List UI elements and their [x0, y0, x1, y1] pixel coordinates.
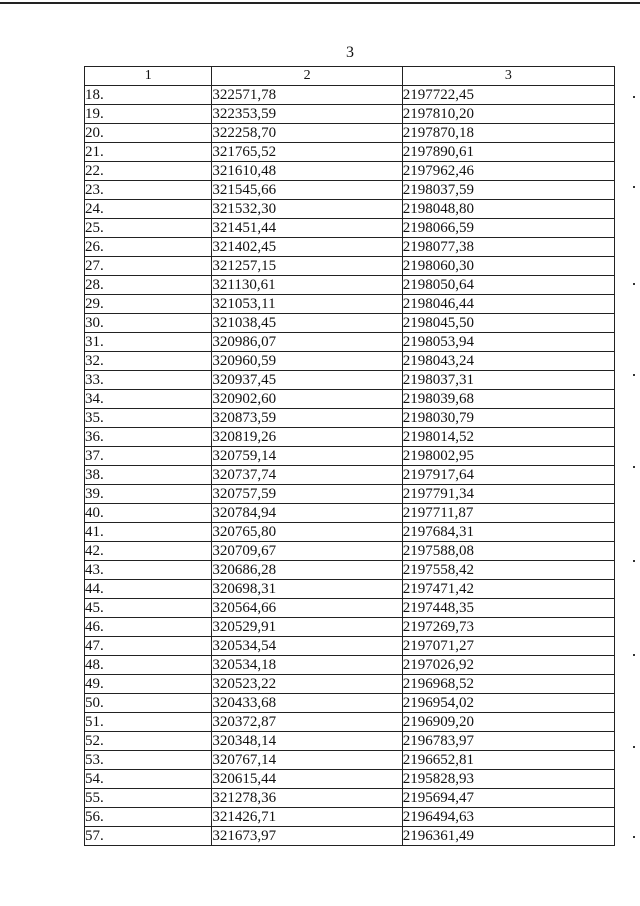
x-coordinate-cell: 321451,44 — [212, 219, 402, 238]
table-row — [85, 257, 615, 276]
point-number-cell: 54. — [85, 770, 212, 789]
point-number-cell: 29. — [85, 295, 212, 314]
point-number-cell: 44. — [85, 580, 212, 599]
table-row — [85, 808, 615, 827]
point-number-cell: 25. — [85, 219, 212, 238]
table-row — [85, 276, 615, 295]
scan-artifact-dot — [633, 560, 635, 562]
y-coordinate-cell: 2195828,93 — [402, 770, 614, 789]
y-coordinate-cell: 2196954,02 — [402, 694, 614, 713]
x-coordinate-cell: 321426,71 — [212, 808, 402, 827]
point-number-cell: 41. — [85, 523, 212, 542]
y-coordinate-cell: 2198014,52 — [402, 428, 614, 447]
scan-artifact-dot — [633, 374, 635, 376]
x-coordinate-cell: 321402,45 — [212, 238, 402, 257]
y-coordinate-cell: 2197448,35 — [402, 599, 614, 618]
table-row — [85, 143, 615, 162]
y-coordinate-cell: 2198053,94 — [402, 333, 614, 352]
coordinates-table — [84, 66, 615, 846]
table-row — [85, 713, 615, 732]
y-coordinate-cell: 2196909,20 — [402, 713, 614, 732]
table-row — [85, 238, 615, 257]
point-number-cell: 43. — [85, 561, 212, 580]
table-row — [85, 295, 615, 314]
table-row — [85, 314, 615, 333]
x-coordinate-cell: 320534,18 — [212, 656, 402, 675]
point-number-cell: 39. — [85, 485, 212, 504]
top-border-line — [0, 2, 640, 4]
x-coordinate-cell: 320873,59 — [212, 409, 402, 428]
table-row — [85, 124, 615, 143]
table-row — [85, 618, 615, 637]
x-coordinate-cell: 320737,74 — [212, 466, 402, 485]
x-coordinate-cell: 321038,45 — [212, 314, 402, 333]
table-header — [85, 67, 615, 86]
x-coordinate-cell: 320902,60 — [212, 390, 402, 409]
point-number-cell: 36. — [85, 428, 212, 447]
point-number-cell: 20. — [85, 124, 212, 143]
x-coordinate-cell: 322258,70 — [212, 124, 402, 143]
point-number-cell: 22. — [85, 162, 212, 181]
y-coordinate-cell: 2198045,50 — [402, 314, 614, 333]
x-coordinate-cell: 320960,59 — [212, 352, 402, 371]
x-coordinate-cell: 321532,30 — [212, 200, 402, 219]
x-coordinate-cell: 322353,59 — [212, 105, 402, 124]
y-coordinate-cell: 2198066,59 — [402, 219, 614, 238]
point-number-cell: 38. — [85, 466, 212, 485]
point-number-cell: 52. — [85, 732, 212, 751]
y-coordinate-cell: 2197684,31 — [402, 523, 614, 542]
point-number-cell: 50. — [85, 694, 212, 713]
point-number-cell: 47. — [85, 637, 212, 656]
y-coordinate-cell: 2197917,64 — [402, 466, 614, 485]
y-coordinate-cell: 2197870,18 — [402, 124, 614, 143]
x-coordinate-cell: 321673,97 — [212, 827, 402, 846]
y-coordinate-cell: 2196968,52 — [402, 675, 614, 694]
header-row — [85, 67, 615, 86]
table-row — [85, 409, 615, 428]
x-coordinate-cell: 321278,36 — [212, 789, 402, 808]
point-number-cell: 42. — [85, 542, 212, 561]
column-header-3: 3 — [402, 67, 614, 86]
table-row — [85, 637, 615, 656]
table-row — [85, 523, 615, 542]
point-number-cell: 53. — [85, 751, 212, 770]
column-header-1: 1 — [85, 67, 212, 86]
x-coordinate-cell: 321610,48 — [212, 162, 402, 181]
table-row — [85, 561, 615, 580]
point-number-cell: 26. — [85, 238, 212, 257]
x-coordinate-cell: 321765,52 — [212, 143, 402, 162]
x-coordinate-cell: 320698,31 — [212, 580, 402, 599]
point-number-cell: 51. — [85, 713, 212, 732]
point-number-cell: 57. — [85, 827, 212, 846]
point-number-cell: 31. — [85, 333, 212, 352]
table-row — [85, 770, 615, 789]
point-number-cell: 49. — [85, 675, 212, 694]
y-coordinate-cell: 2197269,73 — [402, 618, 614, 637]
x-coordinate-cell: 320529,91 — [212, 618, 402, 637]
y-coordinate-cell: 2198046,44 — [402, 295, 614, 314]
point-number-cell: 45. — [85, 599, 212, 618]
y-coordinate-cell: 2198039,68 — [402, 390, 614, 409]
x-coordinate-cell: 320819,26 — [212, 428, 402, 447]
y-coordinate-cell: 2197471,42 — [402, 580, 614, 599]
table-row — [85, 390, 615, 409]
scan-artifact-dot — [633, 186, 635, 188]
y-coordinate-cell: 2198077,38 — [402, 238, 614, 257]
table-row — [85, 656, 615, 675]
point-number-cell: 34. — [85, 390, 212, 409]
x-coordinate-cell: 320615,44 — [212, 770, 402, 789]
y-coordinate-cell: 2197588,08 — [402, 542, 614, 561]
point-number-cell: 55. — [85, 789, 212, 808]
point-number-cell: 48. — [85, 656, 212, 675]
y-coordinate-cell: 2197071,27 — [402, 637, 614, 656]
y-coordinate-cell: 2198043,24 — [402, 352, 614, 371]
y-coordinate-cell: 2196361,49 — [402, 827, 614, 846]
point-number-cell: 18. — [85, 86, 212, 105]
table-row — [85, 675, 615, 694]
y-coordinate-cell: 2198050,64 — [402, 276, 614, 295]
x-coordinate-cell: 321053,11 — [212, 295, 402, 314]
table-row — [85, 599, 615, 618]
y-coordinate-cell: 2195694,47 — [402, 789, 614, 808]
scan-artifact-dot — [633, 746, 635, 748]
table-row — [85, 352, 615, 371]
point-number-cell: 28. — [85, 276, 212, 295]
point-number-cell: 40. — [85, 504, 212, 523]
y-coordinate-cell: 2197791,34 — [402, 485, 614, 504]
y-coordinate-cell: 2197810,20 — [402, 105, 614, 124]
x-coordinate-cell: 320937,45 — [212, 371, 402, 390]
point-number-cell: 21. — [85, 143, 212, 162]
table-row — [85, 162, 615, 181]
point-number-cell: 33. — [85, 371, 212, 390]
point-number-cell: 24. — [85, 200, 212, 219]
page-number: 3 — [346, 44, 354, 61]
point-number-cell: 46. — [85, 618, 212, 637]
y-coordinate-cell: 2197890,61 — [402, 143, 614, 162]
table-row — [85, 827, 615, 846]
table-row — [85, 485, 615, 504]
x-coordinate-cell: 321130,61 — [212, 276, 402, 295]
x-coordinate-cell: 320372,87 — [212, 713, 402, 732]
x-coordinate-cell: 320759,14 — [212, 447, 402, 466]
y-coordinate-cell: 2196783,97 — [402, 732, 614, 751]
scan-artifact-dot — [633, 96, 635, 98]
table-row — [85, 542, 615, 561]
y-coordinate-cell: 2198048,80 — [402, 200, 614, 219]
y-coordinate-cell: 2197558,42 — [402, 561, 614, 580]
point-number-cell: 35. — [85, 409, 212, 428]
y-coordinate-cell: 2198030,79 — [402, 409, 614, 428]
table-row — [85, 371, 615, 390]
y-coordinate-cell: 2196652,81 — [402, 751, 614, 770]
x-coordinate-cell: 320784,94 — [212, 504, 402, 523]
point-number-cell: 27. — [85, 257, 212, 276]
point-number-cell: 32. — [85, 352, 212, 371]
x-coordinate-cell: 322571,78 — [212, 86, 402, 105]
table-row — [85, 200, 615, 219]
y-coordinate-cell: 2198037,31 — [402, 371, 614, 390]
x-coordinate-cell: 320564,66 — [212, 599, 402, 618]
x-coordinate-cell: 321545,66 — [212, 181, 402, 200]
table-row — [85, 504, 615, 523]
point-number-cell: 56. — [85, 808, 212, 827]
table-row — [85, 428, 615, 447]
table-row — [85, 219, 615, 238]
y-coordinate-cell: 2196494,63 — [402, 808, 614, 827]
x-coordinate-cell: 320765,80 — [212, 523, 402, 542]
table-row — [85, 732, 615, 751]
x-coordinate-cell: 320709,67 — [212, 542, 402, 561]
y-coordinate-cell: 2197722,45 — [402, 86, 614, 105]
scan-artifact-dot — [633, 283, 635, 285]
table-row — [85, 580, 615, 599]
y-coordinate-cell: 2197962,46 — [402, 162, 614, 181]
table-row — [85, 789, 615, 808]
table-row — [85, 466, 615, 485]
x-coordinate-cell: 320757,59 — [212, 485, 402, 504]
scan-artifact-dot — [633, 466, 635, 468]
x-coordinate-cell: 320348,14 — [212, 732, 402, 751]
y-coordinate-cell: 2198060,30 — [402, 257, 614, 276]
y-coordinate-cell: 2197026,92 — [402, 656, 614, 675]
table-row — [85, 181, 615, 200]
column-header-2: 2 — [212, 67, 402, 86]
x-coordinate-cell: 320767,14 — [212, 751, 402, 770]
table-row — [85, 86, 615, 105]
x-coordinate-cell: 320523,22 — [212, 675, 402, 694]
table-body — [85, 86, 615, 846]
y-coordinate-cell: 2197711,87 — [402, 504, 614, 523]
table-row — [85, 751, 615, 770]
point-number-cell: 37. — [85, 447, 212, 466]
table-row — [85, 333, 615, 352]
table-row — [85, 105, 615, 124]
table-row — [85, 447, 615, 466]
x-coordinate-cell: 320986,07 — [212, 333, 402, 352]
x-coordinate-cell: 320433,68 — [212, 694, 402, 713]
point-number-cell: 30. — [85, 314, 212, 333]
x-coordinate-cell: 321257,15 — [212, 257, 402, 276]
scan-artifact-dot — [633, 654, 635, 656]
point-number-cell: 19. — [85, 105, 212, 124]
scan-artifact-dot — [633, 836, 635, 838]
x-coordinate-cell: 320534,54 — [212, 637, 402, 656]
y-coordinate-cell: 2198002,95 — [402, 447, 614, 466]
point-number-cell: 23. — [85, 181, 212, 200]
y-coordinate-cell: 2198037,59 — [402, 181, 614, 200]
table-row — [85, 694, 615, 713]
x-coordinate-cell: 320686,28 — [212, 561, 402, 580]
